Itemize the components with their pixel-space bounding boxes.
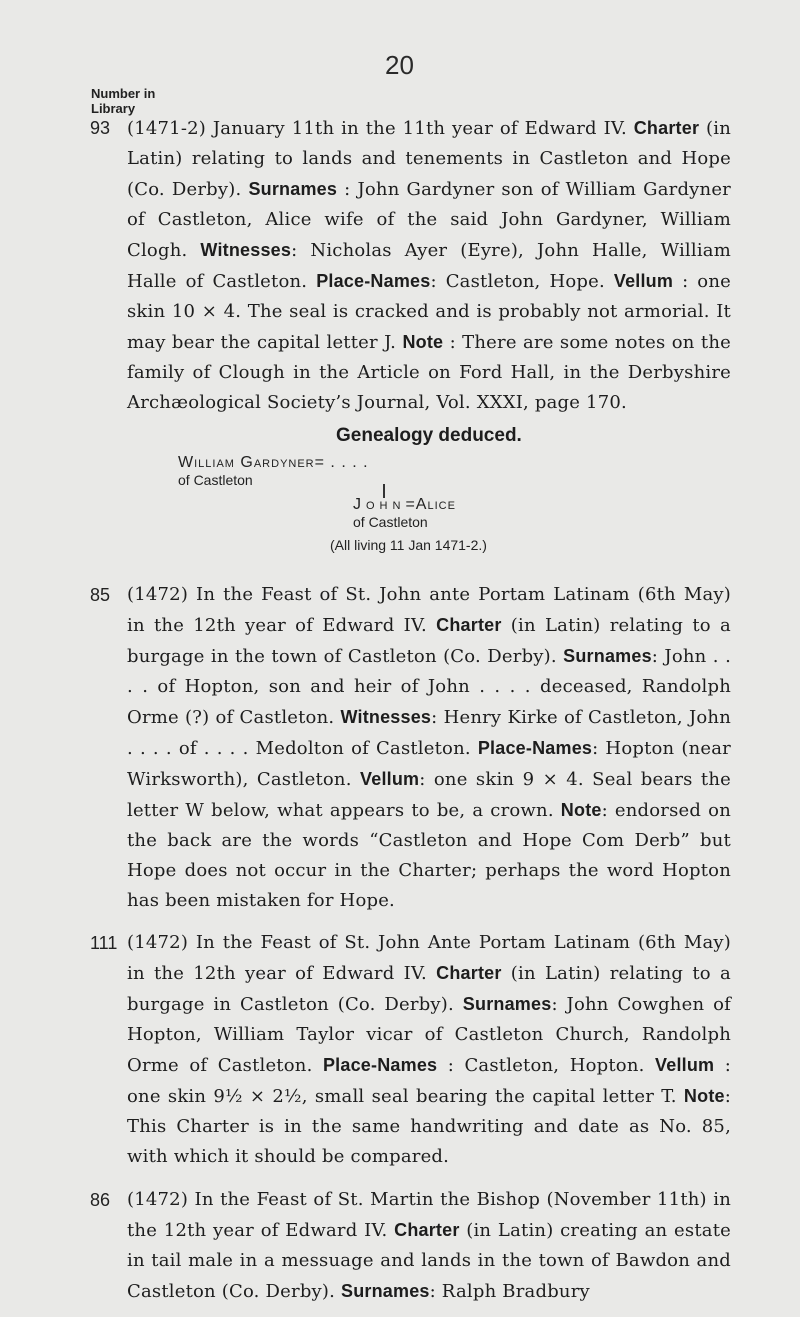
entry-text-run: : John Gardyner son of William Gardyner of Castleton, Alice wife of the said John Gardyner, William Clogh. bbox=[127, 179, 731, 261]
genealogy-son-place: of Castleton bbox=[353, 514, 428, 530]
genealogy-son-name: John bbox=[353, 496, 406, 513]
field-label: Vellum bbox=[613, 271, 674, 291]
field-label: Charter bbox=[394, 1220, 460, 1240]
genealogy-title: Genealogy deduced. bbox=[336, 425, 522, 446]
entry-text-run: : Henry Kirke of Castleton, John . . . . of . . . . Medolton of Castleton. bbox=[127, 707, 731, 759]
entry-text-run: : There are some notes on the family of Clough in the Article on Ford Hall, in the Derbyshire Archæological Society’s Journal, Vol. XXXI, page 170. bbox=[127, 332, 731, 413]
entry-text-run: : one skin 9 × 4. Seal bears the letter W below, what appears to be, a crown. bbox=[127, 769, 731, 821]
entry-text-run: : Ralph Bradbury bbox=[429, 1281, 590, 1302]
field-label: Surnames bbox=[248, 179, 338, 199]
field-label: Vellum bbox=[655, 1055, 715, 1075]
field-label: Surnames bbox=[340, 1281, 430, 1301]
entry-text bbox=[127, 580, 731, 916]
entry-text-run: : one skin 10 × 4. The seal is cracked and is probably not armorial. It may bear the capital letter J. bbox=[127, 271, 731, 353]
entry-text bbox=[127, 1185, 731, 1307]
entry-text-run: (in Latin) relating to lands and tenements in Castleton and Hope (Co. Derby). bbox=[127, 118, 731, 200]
genealogy-father-place: of Castleton bbox=[178, 472, 253, 488]
entry-number: 111 bbox=[90, 933, 118, 953]
genealogy-father-marriage: = . . . . bbox=[314, 454, 369, 471]
entry-text-run: : one skin 9½ × 2½, small seal bearing the capital letter T. bbox=[127, 1055, 731, 1107]
entry-text-run: (in Latin) relating to a burgage in Castleton (Co. Derby). bbox=[127, 963, 731, 1015]
field-label: Place-Names bbox=[322, 1055, 438, 1075]
entry-number: 93 bbox=[90, 118, 111, 138]
margin-label-line-2: Library bbox=[91, 101, 136, 116]
entry-text-run: (1472) In the Feast of St. Martin the Bishop (November 11th) in the 12th year of Edward IV. bbox=[127, 1189, 731, 1241]
entry-text-run: : This Charter is in the same handwriting and date as No. 85, with which it should be compared. bbox=[127, 1086, 731, 1167]
genealogy-father-name: William Gardyner bbox=[178, 454, 315, 471]
margin-label-line-1: Number in bbox=[91, 86, 156, 101]
entry-text-run: : Castleton, Hopton. bbox=[437, 1055, 656, 1076]
entry-text bbox=[127, 113, 731, 418]
entry-number: 85 bbox=[90, 585, 111, 605]
field-label: Charter bbox=[436, 615, 502, 635]
field-label: Charter bbox=[436, 963, 502, 983]
entry-text-run: : Hopton (near Wirksworth), Castleton. bbox=[127, 738, 731, 790]
field-label: Note bbox=[402, 332, 444, 352]
page-number: 20 bbox=[385, 50, 414, 80]
entry-text-run: : Nicholas Ayer (Eyre), John Halle, William Halle of Castleton. bbox=[127, 240, 731, 292]
entry-text-run: (1472) In the Feast of St. John Ante Portam Latinam (6th May) in the 12th year of Edward IV. bbox=[127, 932, 731, 984]
entry-text-run: : Castleton, Hope. bbox=[430, 271, 614, 292]
entry-text-run: (1471-2) January 11th in the 11th year of Edward IV. bbox=[127, 118, 634, 139]
field-label: Note bbox=[560, 800, 602, 820]
field-label: Place-Names bbox=[477, 738, 593, 758]
genealogy-father bbox=[178, 454, 369, 472]
entry-number: 86 bbox=[90, 1190, 111, 1210]
field-label: Witnesses bbox=[200, 240, 292, 260]
field-label: Surnames bbox=[462, 994, 552, 1014]
field-label: Charter bbox=[633, 118, 700, 138]
genealogy-living-note: (All living 11 Jan 1471-2.) bbox=[330, 537, 487, 553]
entry-text-run: (1472) In the Feast of St. John ante Portam Latinam (6th May) in the 12th year of Edward IV. bbox=[127, 584, 731, 636]
field-label: Place-Names bbox=[316, 271, 431, 291]
entry-text-run: : John Cowghen of Hopton, William Taylor vicar of Castleton Church, Randolph Orme of Castleton. bbox=[127, 994, 731, 1076]
entry-text-run: : John . . . . of Hopton, son and heir of John . . . . deceased, Randolph Orme (?) of Castleton. bbox=[127, 646, 731, 728]
genealogy-son-marriage: =Alice bbox=[405, 496, 456, 513]
entry-text-run: (in Latin) creating an estate in tail male in a messuage and lands in the town of Bawdon and Castleton (Co. Derby). bbox=[127, 1220, 731, 1302]
field-label: Witnesses bbox=[340, 707, 432, 727]
field-label: Vellum bbox=[360, 769, 420, 789]
entry-text bbox=[127, 928, 731, 1172]
genealogy-son bbox=[353, 496, 456, 514]
field-label: Surnames bbox=[563, 646, 652, 666]
entry-text-run: (in Latin) relating to a burgage in the town of Castleton (Co. Derby). bbox=[127, 615, 731, 667]
margin-label bbox=[91, 86, 155, 116]
field-label: Note bbox=[683, 1086, 725, 1106]
entry-text-run: : endorsed on the back are the words “Castleton and Hope Com Derb” but Hope does not occur in the Charter; perhaps the word Hopton has been mistaken for Hope. bbox=[127, 800, 731, 911]
